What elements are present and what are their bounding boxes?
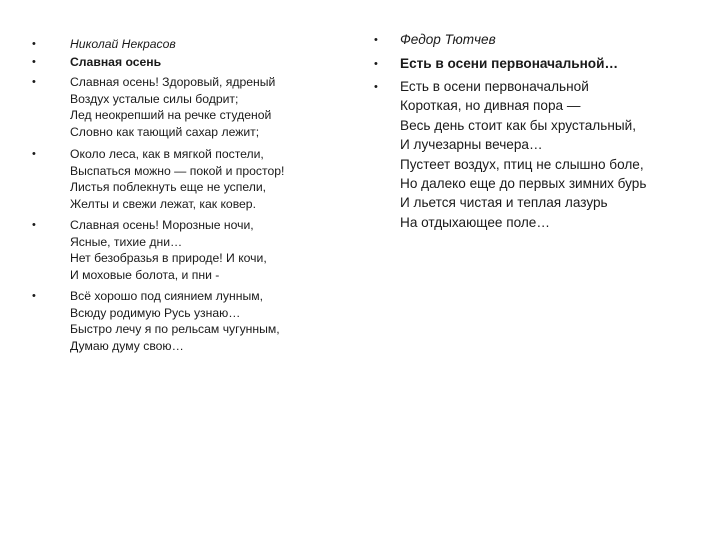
left-title: Славная осень (70, 55, 162, 69)
bullet: • (32, 76, 36, 88)
right-author: Федор Тютчев (400, 32, 496, 47)
poem-line: Славная осень! Здоровый, ядреный (70, 75, 276, 89)
poem-line: Желты и свежи лежат, как ковер. (70, 196, 256, 211)
poem-line: И моховые болота, и пни - (70, 267, 220, 282)
poem-line: Лед неокрепший на речке студеной (70, 108, 272, 122)
poem-line: Славная осень! Морозные ночи, (70, 218, 254, 232)
bullet: • (32, 38, 36, 50)
poem-line: Листья поблекнуть еще не успели, (70, 180, 267, 194)
poem-line: На отдыхающее поле… (400, 214, 550, 230)
poem-line: Ясные, тихие дни… (70, 234, 183, 249)
poem-line: Думаю думу свою… (70, 338, 184, 353)
bullet: • (32, 56, 36, 68)
bullet: • (32, 148, 36, 160)
bullet: • (374, 34, 378, 46)
poem-line: Пустеет воздух, птиц не слышно боле, (400, 156, 644, 172)
poem-line: Выспаться можно — покой и простор! (70, 163, 285, 178)
bullet: • (374, 81, 378, 93)
poem-line: Но далеко еще до первых зимних бурь (400, 176, 647, 192)
bullet: • (374, 58, 378, 70)
poem-line: И лучезарны вечера… (400, 137, 543, 153)
right-title: Есть в осени первоначальной… (400, 56, 619, 71)
poem-line: Нет безобразья в природе! И кочи, (70, 251, 267, 265)
poem-line: Быстро лечу я по рельсам чугунным, (70, 322, 280, 336)
poem-line: Всё хорошо под сиянием лунным, (70, 289, 264, 303)
poem-line: И льется чистая и теплая лазурь (400, 195, 608, 211)
poem-line: Словно как тающий сахар лежит; (70, 124, 260, 139)
left-author: Николай Некрасов (70, 37, 176, 51)
poem-line: Воздух усталые силы бодрит; (70, 91, 239, 106)
bullet: • (32, 290, 36, 302)
poem-line: Есть в осени первоначальной (400, 79, 589, 94)
poem-line: Всюду родимую Русь узнаю… (70, 305, 241, 320)
poem-line: Короткая, но дивная пора — (400, 98, 581, 114)
poem-line: Весь день стоит как бы хрустальный, (400, 117, 636, 133)
bullet: • (32, 219, 36, 231)
poem-line: Около леса, как в мягкой постели, (70, 147, 264, 161)
